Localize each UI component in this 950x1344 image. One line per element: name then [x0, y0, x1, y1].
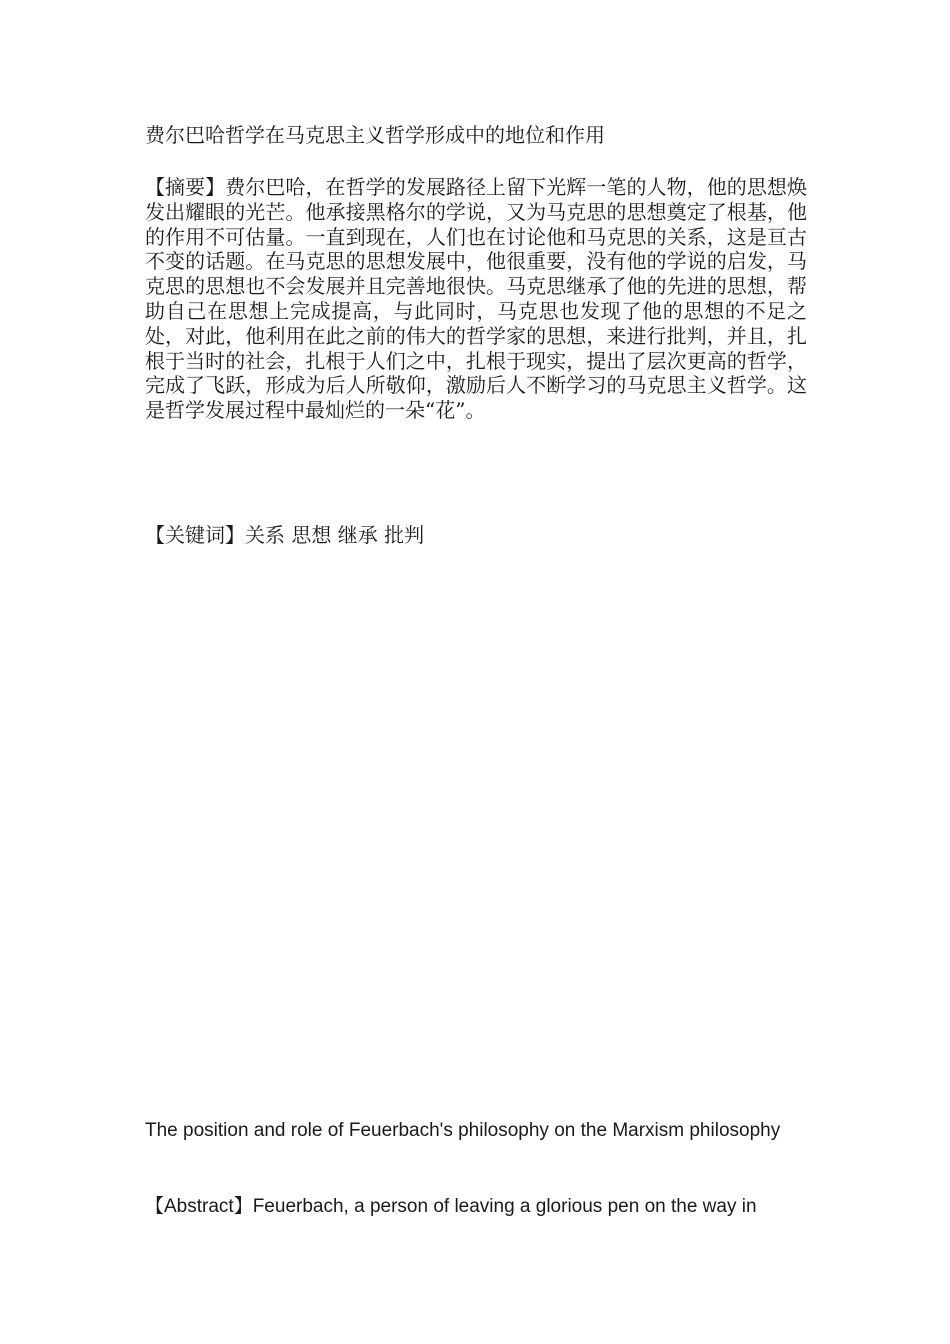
english-abstract-text: Feuerbach, a person of leaving a glorious pen on the way in	[252, 1196, 757, 1217]
chinese-title: 费尔巴哈哲学在马克思主义哲学形成中的地位和作用	[145, 123, 605, 147]
chinese-keywords	[145, 523, 807, 548]
chinese-keywords-label: 【关键词】	[145, 523, 245, 547]
english-title: The position and role of Feuerbach's philosophy on the Marxism philosophy	[145, 1120, 781, 1141]
english-abstract	[145, 1195, 807, 1220]
chinese-keywords-text: 关系 思想 继承 批判	[245, 523, 425, 547]
chinese-abstract-label: 【摘要】	[145, 175, 226, 199]
chinese-abstract	[145, 175, 807, 423]
english-abstract-label: 【Abstract】	[145, 1196, 253, 1217]
chinese-abstract-text: 费尔巴哈，在哲学的发展路径上留下光辉一笔的人物，他的思想焕发出耀眼的光芒。他承接黑格尔的学说，又为马克思的思想奠定了根基，他的作用不可估量。一直到现在，人们也在讨论他和马克思的关系，这是亘古不变的话题。在马克思的思想发展中，他很重要，没有他的学说的启发，马克思的思想也不会发展并且完善地很快。马克思继承了他的先进的思想，帮助自己在思想上完成提高，与此同时，马克思也发现了他的思想的不足之处，对此，他利用在此之前的伟大的哲学家的思想，来进行批判，并且，扎根于当时的社会，扎根于人们之中，扎根于现实，提出了层次更高的哲学，完成了飞跃，形成为后人所敬仰，激励后人不断学习的马克思主义哲学。这是哲学发展过程中最灿烂的一朵“花”。	[145, 175, 807, 423]
